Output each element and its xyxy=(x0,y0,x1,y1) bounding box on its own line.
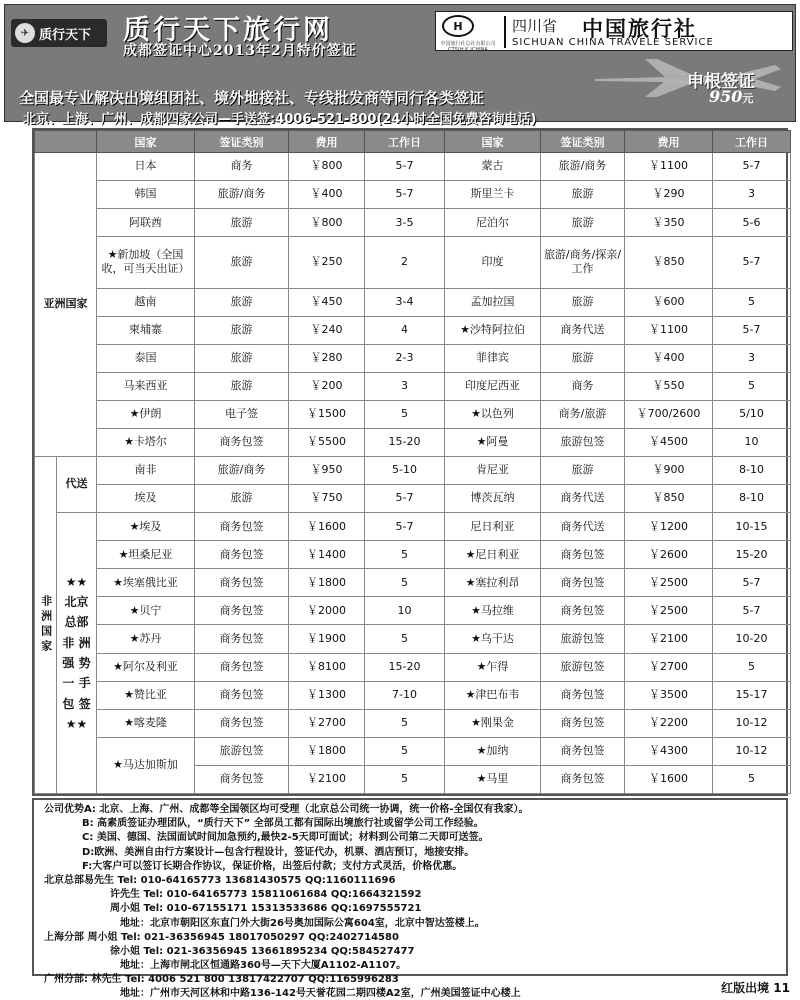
guangzhou-address: 地址：广州市天河区林和中路136-142号天誉花园二期四楼A2室，广州美国签证中心楼上 xyxy=(120,988,521,1000)
table-cell: ★赞比亚 xyxy=(97,681,195,709)
beijing-hq-block xyxy=(57,513,97,794)
hq-label-line: 总部 xyxy=(64,615,89,630)
table-cell: 泰国 xyxy=(97,344,195,372)
table-cell: ￥1900 xyxy=(289,625,365,653)
table-cell: ★马里 xyxy=(445,765,541,793)
table-cell: 阿联酋 xyxy=(97,209,195,237)
table-cell: 5-7 xyxy=(365,485,445,513)
table-row xyxy=(35,400,791,428)
table-row xyxy=(35,372,791,400)
table-cell: 旅游包签 xyxy=(541,428,625,456)
table-cell: 商务代送 xyxy=(541,513,625,541)
table-cell: ★沙特阿拉伯 xyxy=(445,316,541,344)
table-cell: ￥3500 xyxy=(625,681,713,709)
table-cell: 10 xyxy=(713,428,791,456)
table-cell: ￥1100 xyxy=(625,316,713,344)
table-cell: ★加纳 xyxy=(445,737,541,765)
table-cell: 旅游 xyxy=(541,344,625,372)
table-cell: ￥4300 xyxy=(625,737,713,765)
shanghai-address: 地址：上海市闸北区恒通路360号—天下大厦A1102-A1107。 xyxy=(120,960,407,972)
table-row xyxy=(35,597,791,625)
table-row xyxy=(35,209,791,237)
table-cell: 2-3 xyxy=(365,344,445,372)
table-cell: ★埃塞俄比亚 xyxy=(97,569,195,597)
brand-logo-text: 质行天下 xyxy=(39,27,92,43)
brand-logo[interactable] xyxy=(11,19,107,47)
hotline[interactable]: 北京、上海、广州、成都四家公司—手送签:4006-521-800(24小时全国免费咨询电话) xyxy=(23,112,537,127)
table-cell: ★尼日利亚 xyxy=(445,541,541,569)
table-cell: ￥600 xyxy=(625,288,713,316)
region-asia: 亚洲国家 xyxy=(35,153,97,457)
table-cell: ★津巴布韦 xyxy=(445,681,541,709)
table-cell: 旅游 xyxy=(195,485,289,513)
daisong-label: 代送 xyxy=(57,456,97,512)
table-cell: 商务包签 xyxy=(195,709,289,737)
table-cell: 马来西亚 xyxy=(97,372,195,400)
schengen-promo-price xyxy=(709,87,753,106)
header-cell: 签证类别 xyxy=(195,131,289,153)
table-cell: 孟加拉国 xyxy=(445,288,541,316)
table-cell: 商务包签 xyxy=(195,681,289,709)
table-cell: 旅游包签 xyxy=(541,625,625,653)
table-cell: 5-7 xyxy=(365,513,445,541)
table-cell: ￥200 xyxy=(289,372,365,400)
table-cell: 5 xyxy=(365,400,445,428)
table-cell: 3 xyxy=(365,372,445,400)
table-cell: 尼泊尔 xyxy=(445,209,541,237)
table-cell: ￥2500 xyxy=(625,569,713,597)
table-cell: 10-20 xyxy=(713,625,791,653)
cts-emblem-caption: 中国旅行社总社有限公司 CTS(H.K.)CHINA xyxy=(440,41,496,53)
table-row xyxy=(35,513,791,541)
hq-label-line: ★★ xyxy=(65,574,88,589)
table-cell: ￥850 xyxy=(625,237,713,288)
table-cell: ￥1800 xyxy=(289,737,365,765)
table-cell: ￥2000 xyxy=(289,597,365,625)
table-cell: ★埃及 xyxy=(97,513,195,541)
table-cell: 商务包签 xyxy=(541,597,625,625)
table-cell: 商务包签 xyxy=(541,541,625,569)
table-cell: 旅游/商务/探亲/工作 xyxy=(541,237,625,288)
table-cell: 4 xyxy=(365,316,445,344)
header-cell: 费用 xyxy=(289,131,365,153)
table-cell: ￥2500 xyxy=(625,597,713,625)
header-banner xyxy=(4,4,796,127)
table-cell: 5-6 xyxy=(713,209,791,237)
table-cell: 菲律宾 xyxy=(445,344,541,372)
table-cell: 蒙古 xyxy=(445,153,541,181)
table-cell: 5-7 xyxy=(713,597,791,625)
advantage-c: C: 美国、德国、法国面试时间加急预约,最快2-5天即可面试；材料到公司第二天即可送签。 xyxy=(82,832,489,844)
table-cell: 斯里兰卡 xyxy=(445,181,541,209)
brand-logo-icon: ✈ xyxy=(15,23,35,43)
table-cell: 商务 xyxy=(195,153,289,181)
table-cell: 商务包签 xyxy=(195,541,289,569)
hq-label-line: ★★ xyxy=(65,717,88,732)
table-cell: ★苏丹 xyxy=(97,625,195,653)
headline: 全国最专业解决出境组团社、境外地接社、专线批发商等同行各类签证 xyxy=(19,89,485,107)
table-cell: ★新加坡（全国收，可当天出证） xyxy=(97,237,195,288)
table-cell: ￥4500 xyxy=(625,428,713,456)
shanghai-contact-1[interactable]: 上海分部 周小姐 Tel: 021-36356945 18017050297 QQ:2402714580 xyxy=(44,931,399,943)
table-cell: 旅游 xyxy=(195,237,289,288)
table-cell: ￥2200 xyxy=(625,709,713,737)
table-cell: 旅游 xyxy=(541,209,625,237)
table-cell: 旅游 xyxy=(195,288,289,316)
table-cell: 韩国 xyxy=(97,181,195,209)
table-cell: 旅游 xyxy=(541,181,625,209)
table-cell: ￥2700 xyxy=(625,653,713,681)
cts-english-name: SICHUAN CHINA TRAVELE SERVICE xyxy=(512,37,714,48)
table-cell: ★阿曼 xyxy=(445,428,541,456)
table-cell: 商务 xyxy=(541,372,625,400)
beijing-hq-label xyxy=(59,572,94,735)
table-cell: 5-7 xyxy=(713,153,791,181)
table-cell: 5 xyxy=(365,765,445,793)
header-cell: 工作日 xyxy=(713,131,791,153)
table-cell: ★坦桑尼亚 xyxy=(97,541,195,569)
table-cell: ★卡塔尔 xyxy=(97,428,195,456)
table-row xyxy=(35,653,791,681)
table-cell: 商务包签 xyxy=(195,597,289,625)
table-cell: ￥450 xyxy=(289,288,365,316)
guangzhou-contact-1[interactable]: 广州分部: 林先生 Tel: 4006 521 800 13817422707 QQ:1165996283 xyxy=(44,974,399,986)
table-row xyxy=(35,737,791,765)
table-cell: ￥2100 xyxy=(289,765,365,793)
table-cell: 5-10 xyxy=(365,456,445,484)
table-cell: ￥950 xyxy=(289,456,365,484)
beijing-contact-3[interactable]: 周小姐 Tel: 010-67155171 15313533686 QQ:1697555721 xyxy=(110,903,422,915)
table-cell: 8-10 xyxy=(713,485,791,513)
table-cell: 5 xyxy=(365,569,445,597)
table-cell: 10-12 xyxy=(713,709,791,737)
site-subtitle: 成都签证中心2013年2月特价签证 xyxy=(123,43,357,59)
table-cell: 3 xyxy=(713,344,791,372)
table-cell: 印度尼西亚 xyxy=(445,372,541,400)
table-cell: 旅游包签 xyxy=(541,653,625,681)
table-cell: ￥8100 xyxy=(289,653,365,681)
hq-label-line: 一 手 xyxy=(62,676,91,691)
header-cell: 工作日 xyxy=(365,131,445,153)
table-cell: 旅游 xyxy=(195,344,289,372)
table-cell: ￥240 xyxy=(289,316,365,344)
table-cell: ￥1500 xyxy=(289,400,365,428)
table-cell: 商务包签 xyxy=(195,513,289,541)
table-cell: 8-10 xyxy=(713,456,791,484)
table-cell: ￥2600 xyxy=(625,541,713,569)
table-cell: 10 xyxy=(365,597,445,625)
table-cell: ￥900 xyxy=(625,456,713,484)
table-cell: 商务包签 xyxy=(541,709,625,737)
table-cell: ￥550 xyxy=(625,372,713,400)
cts-logo-box xyxy=(435,11,793,51)
table-cell: 旅游/商务 xyxy=(195,456,289,484)
table-cell: ￥1200 xyxy=(625,513,713,541)
table-cell: ★塞拉利昂 xyxy=(445,569,541,597)
table-cell: ￥800 xyxy=(289,209,365,237)
table-cell: ★乌干达 xyxy=(445,625,541,653)
table-cell: 商务包签 xyxy=(541,681,625,709)
table-cell: 5/10 xyxy=(713,400,791,428)
table-cell: 商务代送 xyxy=(541,316,625,344)
beijing-address: 地址：北京市朝阳区东直门外大街26号奥加国际公寓604室，北京中智达签楼上。 xyxy=(120,917,485,929)
hq-label-line: 北京 xyxy=(64,594,89,609)
table-cell: 5-7 xyxy=(713,569,791,597)
region-africa xyxy=(35,456,57,793)
visa-price-table xyxy=(32,128,788,796)
beijing-contact-1[interactable]: 北京总部易先生 Tel: 010-64165773 13681430575 QQ:1160111696 xyxy=(44,874,396,886)
header-cell: 国家 xyxy=(97,131,195,153)
table-row xyxy=(35,344,791,372)
table-cell: 旅游/商务 xyxy=(541,153,625,181)
table-row xyxy=(35,709,791,737)
table-cell: 5 xyxy=(713,765,791,793)
table-cell: 15-20 xyxy=(365,653,445,681)
table-row xyxy=(35,316,791,344)
table-cell: 5 xyxy=(713,372,791,400)
cts-emblem-icon: H xyxy=(442,15,474,37)
table-cell: 博茨瓦纳 xyxy=(445,485,541,513)
table-cell: 旅游 xyxy=(195,209,289,237)
hq-label-line: 包 签 xyxy=(62,696,91,711)
table-cell: 5 xyxy=(713,653,791,681)
table-cell: 柬埔寨 xyxy=(97,316,195,344)
table-cell: 商务代送 xyxy=(541,485,625,513)
table-row xyxy=(35,456,791,484)
table-cell: 5 xyxy=(713,288,791,316)
table-cell: ￥1100 xyxy=(625,153,713,181)
table-cell: ￥800 xyxy=(289,153,365,181)
table-cell: 商务包签 xyxy=(195,653,289,681)
header-region xyxy=(35,131,97,153)
table-cell: 10-12 xyxy=(713,737,791,765)
table-cell: ￥290 xyxy=(625,181,713,209)
header-cell: 国家 xyxy=(445,131,541,153)
table-cell: 商务包签 xyxy=(195,428,289,456)
table-cell: 5 xyxy=(365,737,445,765)
hq-label-line: 非 洲 xyxy=(62,635,91,650)
table-cell: 肯尼亚 xyxy=(445,456,541,484)
table-cell: 尼日利亚 xyxy=(445,513,541,541)
cts-province: 四川省 xyxy=(512,17,558,35)
table-cell: 商务包签 xyxy=(195,765,289,793)
table-cell: ￥350 xyxy=(625,209,713,237)
table-cell: ★阿尔及利亚 xyxy=(97,653,195,681)
table-cell: ￥1600 xyxy=(625,765,713,793)
table-cell: 5 xyxy=(365,541,445,569)
table-cell: 商务包签 xyxy=(541,765,625,793)
table-cell: 商务包签 xyxy=(195,625,289,653)
table-cell: 旅游 xyxy=(195,316,289,344)
table-cell: 15-20 xyxy=(713,541,791,569)
table-cell: ￥280 xyxy=(289,344,365,372)
cts-name: 中国旅行社 xyxy=(582,16,697,41)
table-cell: 旅游 xyxy=(195,372,289,400)
table-cell: ★喀麦隆 xyxy=(97,709,195,737)
region-africa-label: 非洲国家 xyxy=(39,594,53,655)
table-cell: 南非 xyxy=(97,456,195,484)
table-cell: ￥1600 xyxy=(289,513,365,541)
table-cell: 越南 xyxy=(97,288,195,316)
table-row xyxy=(35,681,791,709)
header-cell: 费用 xyxy=(625,131,713,153)
table-cell: 商务包签 xyxy=(195,569,289,597)
table-row xyxy=(35,181,791,209)
table-row xyxy=(35,237,791,288)
table-row xyxy=(35,485,791,513)
table-row xyxy=(35,541,791,569)
table-cell: 10-15 xyxy=(713,513,791,541)
table-cell: 7-10 xyxy=(365,681,445,709)
header-cell: 签证类别 xyxy=(541,131,625,153)
table-row xyxy=(35,625,791,653)
table-cell: 旅游 xyxy=(541,456,625,484)
table-cell: 商务包签 xyxy=(541,569,625,597)
table-cell: 旅游/商务 xyxy=(195,181,289,209)
table-cell: 电子签 xyxy=(195,400,289,428)
headline-band xyxy=(19,87,709,125)
table-cell: ￥1400 xyxy=(289,541,365,569)
table-cell: 旅游包签 xyxy=(195,737,289,765)
table-cell: 旅游 xyxy=(541,288,625,316)
table-cell: ￥850 xyxy=(625,485,713,513)
table-cell: ￥5500 xyxy=(289,428,365,456)
table-cell: ★贝宁 xyxy=(97,597,195,625)
table-cell: 埃及 xyxy=(97,485,195,513)
table-cell: 3-4 xyxy=(365,288,445,316)
advantage-a: 公司优势A: 北京、上海、广州、成都等全国领区均可受理（北京总公司统一协调，统一价格-全国仅有我家）。 xyxy=(44,804,529,815)
table-cell: 3 xyxy=(713,181,791,209)
table-cell: ￥400 xyxy=(625,344,713,372)
table-cell: ￥750 xyxy=(289,485,365,513)
beijing-contact-2[interactable]: 许先生 Tel: 010-64165773 15811061684 QQ:1664321592 xyxy=(110,889,422,901)
hq-label-line: 强 势 xyxy=(62,656,91,671)
schengen-price-unit: 元 xyxy=(742,92,754,105)
advantage-b: B: 高素质签证办理团队，“质行天下” 全部员工都有国际出境旅行社或留学公司工作经验。 xyxy=(82,818,484,830)
table-cell: 日本 xyxy=(97,153,195,181)
table-row xyxy=(35,569,791,597)
advantage-f: F:大客户可以签订长期合作协议，保证价格，出签后付款；支付方式灵活，价格优惠。 xyxy=(82,860,463,872)
table-cell: ★乍得 xyxy=(445,653,541,681)
table-cell: ￥700/2600 xyxy=(625,400,713,428)
table-cell: ★以色列 xyxy=(445,400,541,428)
table-cell: 5 xyxy=(365,709,445,737)
table-cell: ★马达加斯加 xyxy=(97,737,195,793)
page-number: 红版出境 11 xyxy=(721,981,790,995)
table-cell: 5-7 xyxy=(713,316,791,344)
table-cell: 2 xyxy=(365,237,445,288)
schengen-promo-title: 申根签证 xyxy=(687,72,755,92)
table-cell: 商务/旅游 xyxy=(541,400,625,428)
table-cell: 印度 xyxy=(445,237,541,288)
table-row xyxy=(35,153,791,181)
table-cell: ★刚果金 xyxy=(445,709,541,737)
cts-divider xyxy=(504,16,506,48)
table-cell: ★马拉维 xyxy=(445,597,541,625)
table-cell: ￥1300 xyxy=(289,681,365,709)
table-cell: ★伊朗 xyxy=(97,400,195,428)
table-cell: 5-7 xyxy=(365,181,445,209)
table-cell: ￥2700 xyxy=(289,709,365,737)
table-cell: ￥2100 xyxy=(625,625,713,653)
table-cell: ￥1800 xyxy=(289,569,365,597)
table-cell: 15-17 xyxy=(713,681,791,709)
table-cell: 5 xyxy=(365,625,445,653)
shanghai-contact-2[interactable]: 徐小姐 Tel: 021-36356945 13661895234 QQ:584527477 xyxy=(110,945,415,957)
table-cell: 3-5 xyxy=(365,209,445,237)
schengen-price-value: 950 xyxy=(709,87,743,106)
site-title: 质行天下旅行网 xyxy=(123,15,333,46)
table-cell: 15-20 xyxy=(365,428,445,456)
table-cell: 商务包签 xyxy=(541,737,625,765)
table-cell: 5-7 xyxy=(713,237,791,288)
table-row xyxy=(35,288,791,316)
advantage-d: D:欧洲、美洲自由行方案设计—包含行程设计，签证代办，机票、酒店预订，地接安排。 xyxy=(82,846,475,858)
table-row xyxy=(35,428,791,456)
table-cell: ￥250 xyxy=(289,237,365,288)
table-cell: 5-7 xyxy=(365,153,445,181)
table-header-row xyxy=(35,131,791,153)
table-cell: ￥400 xyxy=(289,181,365,209)
